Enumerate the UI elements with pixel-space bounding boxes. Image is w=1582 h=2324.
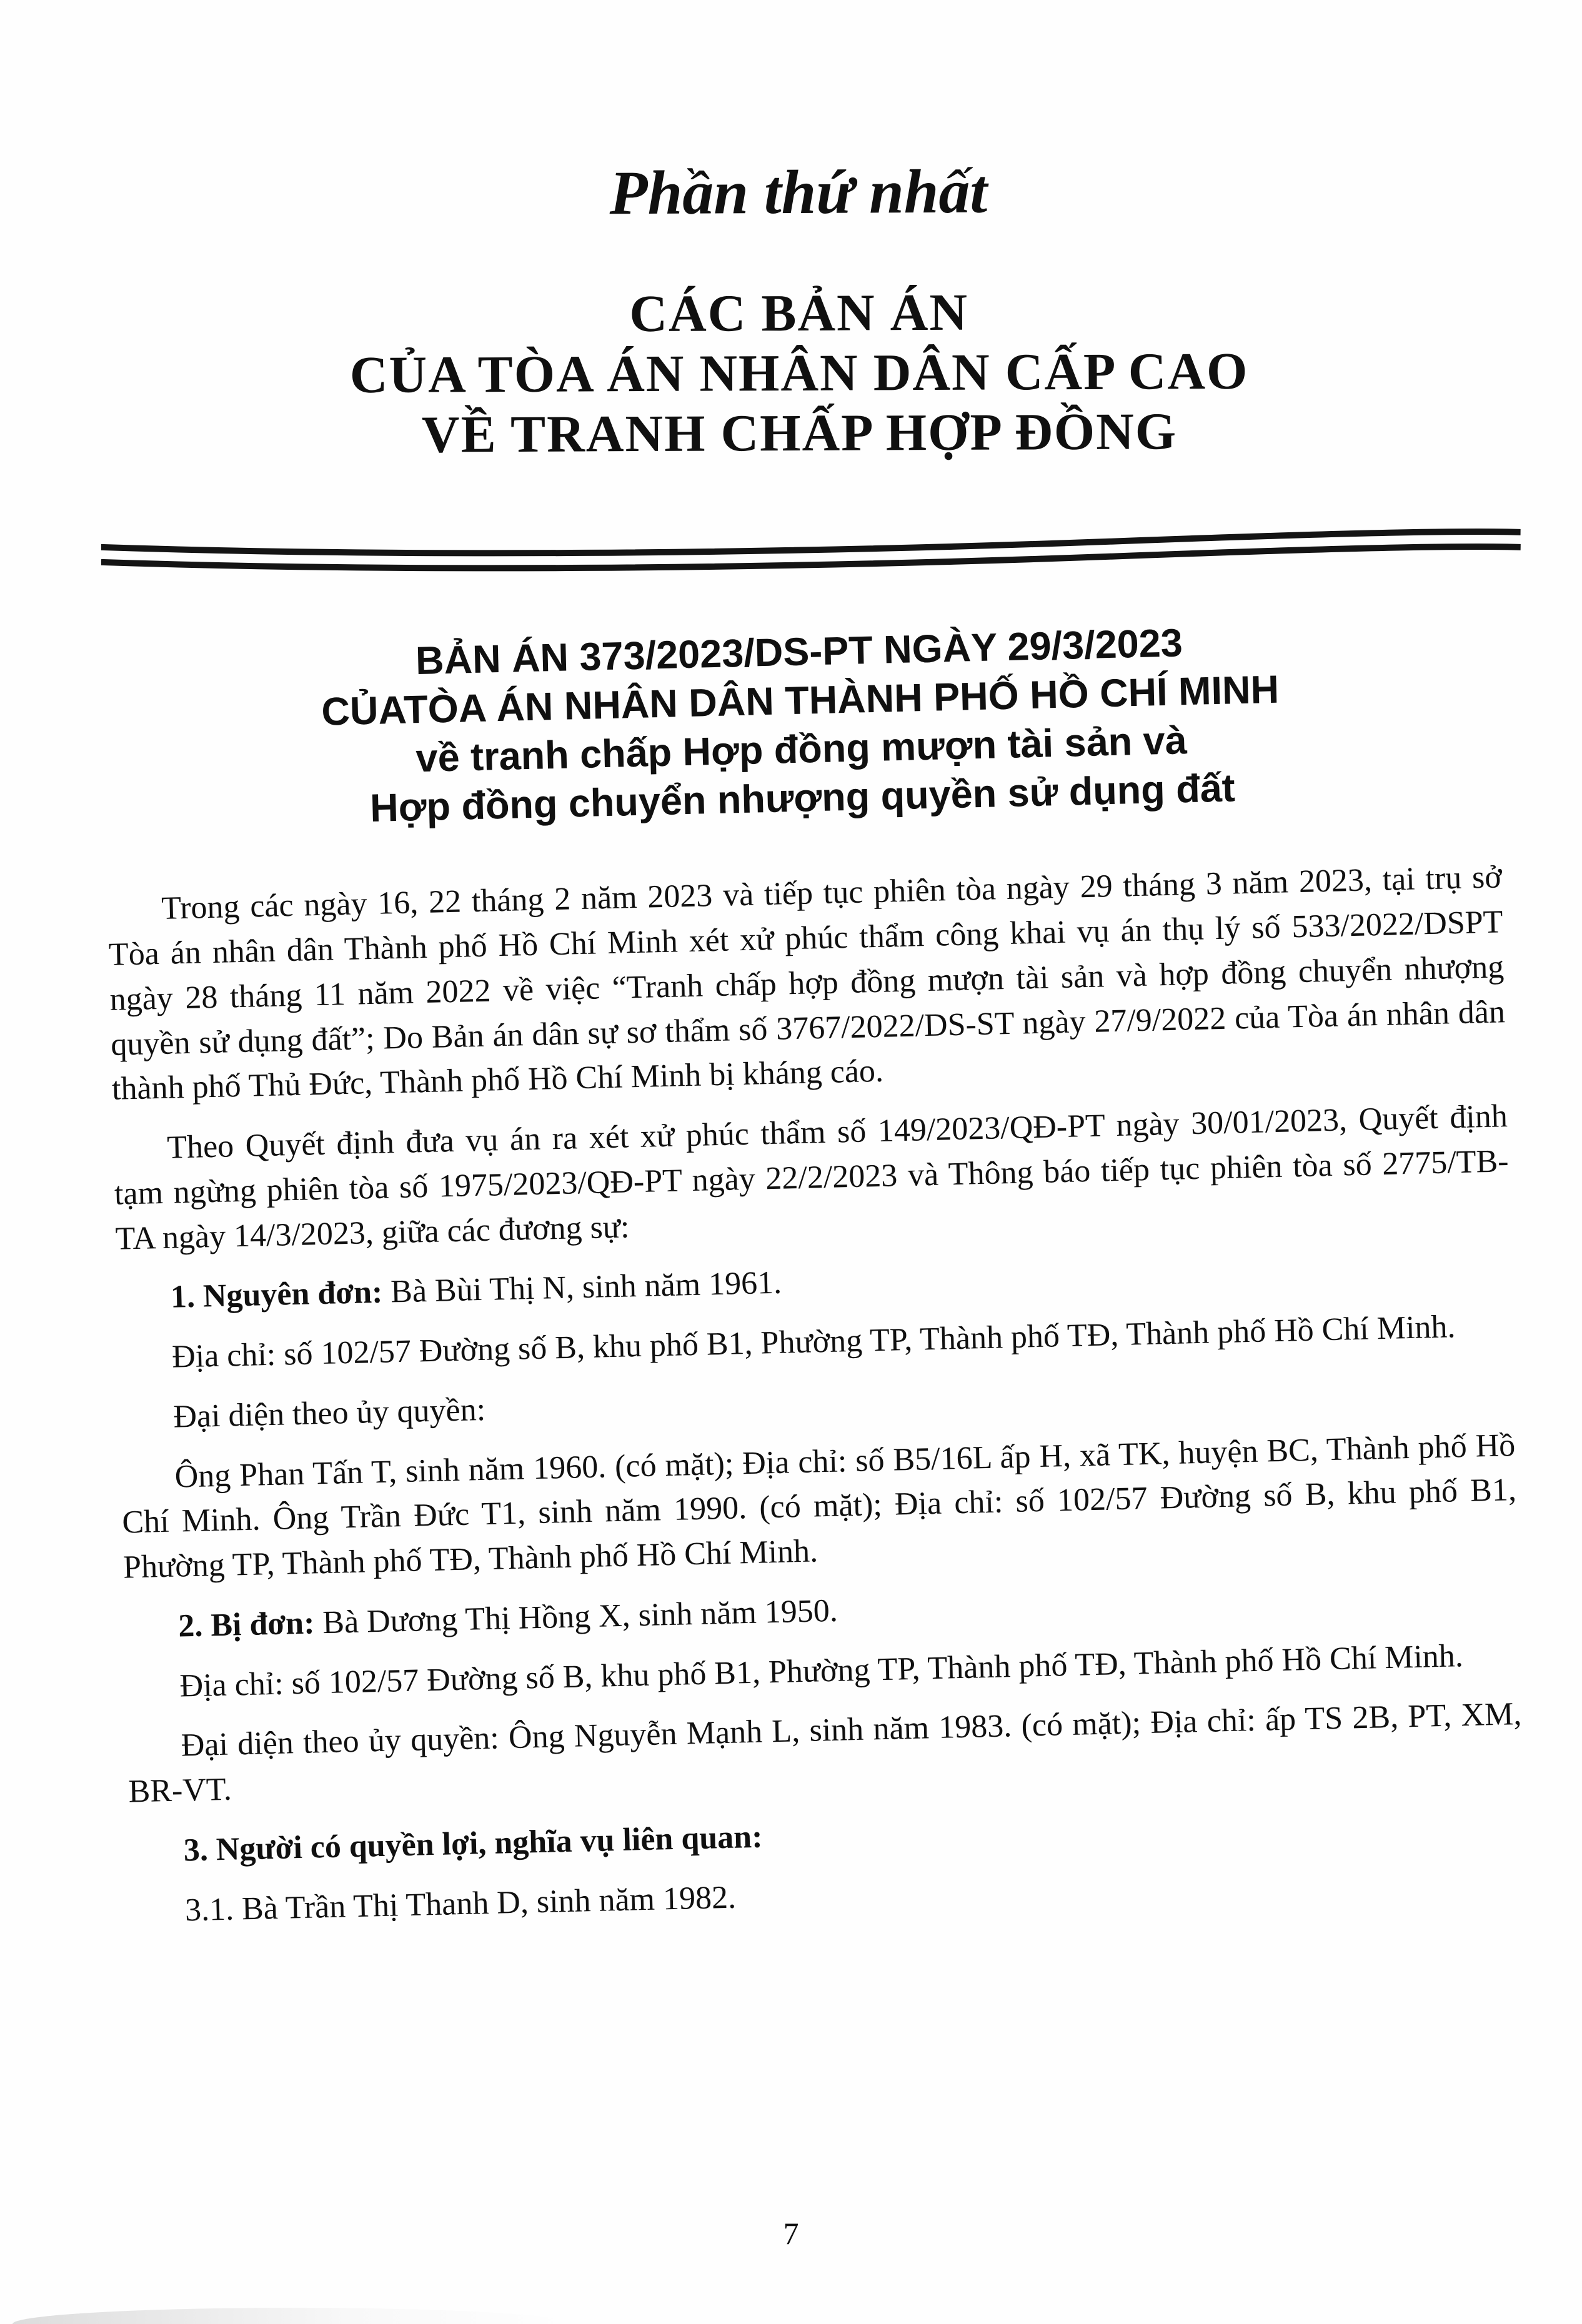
part-kicker: Phần thứ nhất	[609, 156, 988, 228]
paragraph-text: Đại diện theo ủy quyền:	[172, 1392, 486, 1435]
part-title-line-2: CỦA TÒA ÁN NHÂN DÂN CẤP CAO	[349, 342, 1249, 404]
paragraph-text: Theo Quyết định đưa vụ án ra xét xử phúc thẩm số 149/2023/QĐ-PT ngày 30/01/2023, Quyết định tạm ngừng phiên tòa số 1975/2023/QĐ-PT ngày 22/2/2023 và Thông báo tiếp tục phiên tòa số 2775/TB-TA ngày 14/3/2023, giữa các đương sự:	[114, 1098, 1510, 1257]
paragraph-plaintiff-representatives	[121, 1423, 1518, 1591]
paragraph-text: Bà Dương Thị Hồng X, sinh năm 1950.	[314, 1592, 838, 1641]
judgment-body	[107, 855, 1526, 1934]
paragraph-text: Địa chỉ: số 102/57 Đường số B, khu phố B1, Phường TP, Thành phố TĐ, Thành phố Hồ Chí Minh.	[179, 1638, 1464, 1704]
paragraph-text: Địa chỉ: số 102/57 Đường số B, khu phố B1, Phường TP, Thành phố TĐ, Thành phố Hồ Chí Minh.	[171, 1309, 1456, 1376]
double-rule	[101, 527, 1521, 574]
part-header	[0, 0, 1582, 574]
paragraph-decisions	[113, 1095, 1510, 1262]
case-title-line-4: Hợp đồng chuyển nhượng quyền sử dụng đất	[369, 766, 1236, 831]
paragraph-text: 3.1. Bà Trần Thị Thanh D, sinh năm 1982.	[184, 1879, 737, 1929]
paragraph-lead: 1. Nguyên đơn:	[170, 1274, 383, 1316]
paragraph-lead: 2. Bị đơn:	[177, 1605, 316, 1644]
judgment-section	[0, 609, 1582, 1937]
part-title-line-1: CÁC BẢN ÁN	[629, 283, 969, 344]
case-title-line-3: về tranh chấp Hợp đồng mượn tài sản và	[415, 718, 1188, 781]
paragraph-intro-hearing	[107, 855, 1507, 1112]
page-number: 7	[783, 2216, 799, 2251]
paragraph-text: Bà Bùi Thị N, sinh năm 1961.	[382, 1265, 782, 1311]
scan-artifact	[12, 2308, 575, 2324]
paragraph-text: Trong các ngày 16, 22 tháng 2 năm 2023 và tiếp tục phiên tòa ngày 29 tháng 3 năm 2023, tại trụ sở Tòa án nhân dân Thành phố Hồ Chí Minh xét xử phúc thẩm công khai vụ án thụ lý số 533/2022/DSPT ngày 28 tháng 11 năm 2022 về việc “Tranh chấp hợp đồng mượn tài sản và hợp đồng chuyển nhượng quyền sử dụng đất”; Do Bản án dân sự sơ thẩm số 3767/2022/DS-ST ngày 27/9/2022 của Tòa án nhân dân thành phố Thủ Đức, Thành phố Hồ Chí Minh bị kháng cáo.	[108, 860, 1506, 1108]
paragraph-defendant-representative	[127, 1692, 1523, 1815]
paragraph-text: Ông Phan Tấn T, sinh năm 1960. (có mặt); Địa chỉ: số B5/16L ấp H, xã TK, huyện BC, Thành phố Hồ Chí Minh. Ông Trần Đức T1, sinh năm 1990. (có mặt); Địa chỉ: số 102/57 Đường số B, khu phố B1, Phường TP, Thành phố TĐ, Thành phố Hồ Chí Minh.	[121, 1427, 1517, 1586]
case-title-line-1: BẢN ÁN 373/2023/DS-PT NGÀY 29/3/2023	[415, 621, 1183, 683]
case-title-line-2: CỦATÒA ÁN NHÂN DÂN THÀNH PHỐ HỒ CHÍ MINH	[321, 667, 1280, 735]
case-title	[101, 612, 1500, 840]
part-title-line-3: VỀ TRANH CHẤP HỢP ĐỒNG	[421, 402, 1178, 464]
paragraph-lead: 3. Người có quyền lợi, nghĩa vụ liên quan:	[183, 1819, 764, 1869]
paragraph-text: Đại diện theo ủy quyền: Ông Nguyễn Mạnh L, sinh năm 1983. (có mặt); Địa chỉ: ấp TS 2B, PT, XM, BR-VT.	[127, 1696, 1522, 1810]
part-title	[100, 281, 1498, 466]
